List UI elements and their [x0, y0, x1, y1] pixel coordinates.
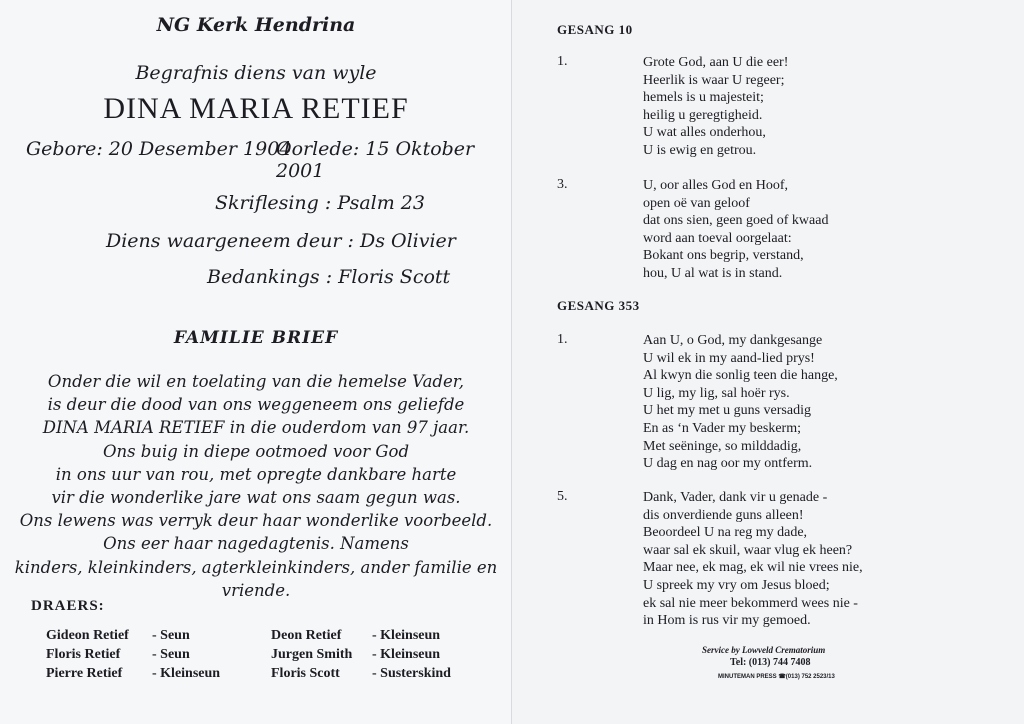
verse-line: U dag en nag oor my ontferm.: [643, 456, 813, 472]
verse-line: U wat alles onderhou,: [643, 125, 766, 141]
family-letter-line: is deur die dood van ons weggeneem ons geliefde: [47, 395, 465, 415]
verse-line: dis onverdiende guns alleen!: [643, 507, 804, 523]
hymn-title: GESANG 10: [557, 22, 633, 37]
verse-text: [643, 332, 838, 473]
bearer-relation: - Susterskind: [372, 666, 451, 681]
bearer-row: [46, 645, 220, 664]
death-date: Oorlede: 15 Oktober 2001: [276, 138, 475, 182]
verse-line: U wil ek in my aand-lied prys!: [643, 350, 815, 366]
verse-text: [643, 489, 863, 630]
crematorium-service: Service by Lowveld Crematorium: [702, 645, 826, 655]
family-letter-line: Onder die wil en toelating van die hemelse Vader,: [47, 372, 465, 391]
bearers-list-right: [271, 626, 451, 683]
scripture-reading: Skriflesing : Psalm 23: [215, 192, 425, 214]
verse-number: 5.: [557, 489, 568, 504]
officiating-minister: Diens waargeneem deur : Ds Olivier: [106, 230, 456, 252]
bearers-list-left: [46, 626, 220, 683]
family-letter-line: DINA MARIA RETIEF in die ouderdom van 97 jaar.: [42, 418, 470, 438]
verse-line: U, oor alles God en Hoof,: [643, 178, 789, 193]
bearer-name: Deon Retief: [271, 628, 342, 643]
verse-line: U spreek my vry om Jesus bloed;: [643, 577, 830, 593]
family-letter-line: in ons uur van rou, met opregte dankbare harte: [55, 464, 457, 484]
verse-line: hou, U al wat is in stand.: [643, 265, 783, 281]
verse-line: Grote God, aan U die eer!: [643, 55, 789, 70]
verse-line: open oë van geloof: [643, 195, 750, 211]
family-letter-line: Ons buig in diepe ootmoed voor God: [102, 441, 410, 461]
birth-date: Gebore: 20 Desember 1904: [26, 138, 292, 160]
service-subtitle: Begrafnis diens van wyle: [135, 62, 377, 84]
verse-line: ek sal nie meer bekommerd wees nie -: [643, 595, 858, 611]
verse-line: U is ewig en getrou.: [643, 142, 757, 158]
bearer-relation: - Seun: [152, 628, 190, 643]
bearer-relation: - Kleinseun: [372, 647, 441, 662]
verse-line: Met seëninge, so milddadig,: [643, 438, 802, 454]
verse-line: U lig, my lig, sal hoër rys.: [643, 385, 790, 401]
verse-line: Bokant ons begrip, verstand,: [643, 248, 804, 264]
bearer-row: [271, 645, 451, 664]
bearer-name: Pierre Retief: [46, 666, 123, 681]
bearer-name: Gideon Retief: [46, 628, 129, 643]
verse-line: in Hom is rus vir my gemoed.: [643, 613, 811, 629]
bearer-name: Floris Retief: [46, 647, 121, 662]
bearer-row: [271, 626, 451, 645]
verse-line: Dank, Vader, dank vir u genade -: [643, 490, 828, 505]
bearer-relation: - Kleinseun: [372, 628, 441, 643]
deceased-name: DINA MARIA RETIEF: [103, 92, 409, 125]
verse-line: waar sal ek skuil, waar vlug ek heen?: [643, 542, 853, 558]
church-name: NG Kerk Hendrina: [156, 14, 356, 36]
hymn-title: GESANG 353: [557, 298, 640, 313]
acknowledgements: Bedankings : Floris Scott: [207, 266, 451, 288]
family-letter-line: Ons lewens was verryk deur haar wonderlike voorbeeld.: [19, 511, 493, 531]
family-letter-line: Ons eer haar nagedagtenis. Namens: [103, 534, 409, 554]
verse-line: En as ‘n Vader my beskerm;: [643, 420, 801, 436]
bearer-relation: - Kleinseun: [152, 666, 221, 681]
crematorium-phone: Tel: (013) 744 7408: [730, 657, 811, 668]
bearer-name: Jurgen Smith: [271, 647, 353, 662]
bearer-name: Floris Scott: [271, 666, 340, 681]
verse-text: [643, 54, 788, 160]
verse-line: Heerlik is waar U regeer;: [643, 72, 785, 88]
printer-credit: MINUTEMAN PRESS ☎(013) 752 2523/13: [718, 674, 835, 680]
verse-line: Maar nee, ek mag, ek wil nie vrees nie,: [643, 560, 863, 576]
bearer-relation: - Seun: [152, 647, 190, 662]
verse-number: 3.: [557, 177, 568, 192]
right-page: [512, 0, 1024, 724]
verse-line: dat ons sien, geen goed of kwaad: [643, 213, 829, 229]
bearer-row: [271, 664, 451, 683]
family-letter-line: vir die wonderlike jare wat ons saam gegun was.: [51, 488, 461, 508]
family-letter: [0, 370, 512, 602]
bearers-title: DRAERS:: [31, 598, 105, 614]
verse-line: hemels is u majesteit;: [643, 90, 764, 106]
verse-line: Beoordeel U na reg my dade,: [643, 525, 808, 541]
bearer-row: [46, 626, 220, 645]
verse-number: 1.: [557, 332, 568, 347]
verse-number: 1.: [557, 54, 568, 69]
family-letter-title: FAMILIE BRIEF: [173, 328, 339, 348]
family-letter-line: kinders, kleinkinders, agterkleinkinders, ander familie en vriende.: [14, 557, 498, 600]
verse-line: heilig u geregtigheid.: [643, 107, 763, 123]
bearer-row: [46, 664, 220, 683]
verse-text: [643, 177, 828, 283]
verse-line: word aan toeval oorgelaat:: [643, 230, 792, 246]
verse-line: Al kwyn die sonlig teen die hange,: [643, 368, 838, 384]
verse-line: Aan U, o God, my dankgesange: [643, 333, 823, 348]
verse-line: U het my met u guns versadig: [643, 403, 811, 419]
